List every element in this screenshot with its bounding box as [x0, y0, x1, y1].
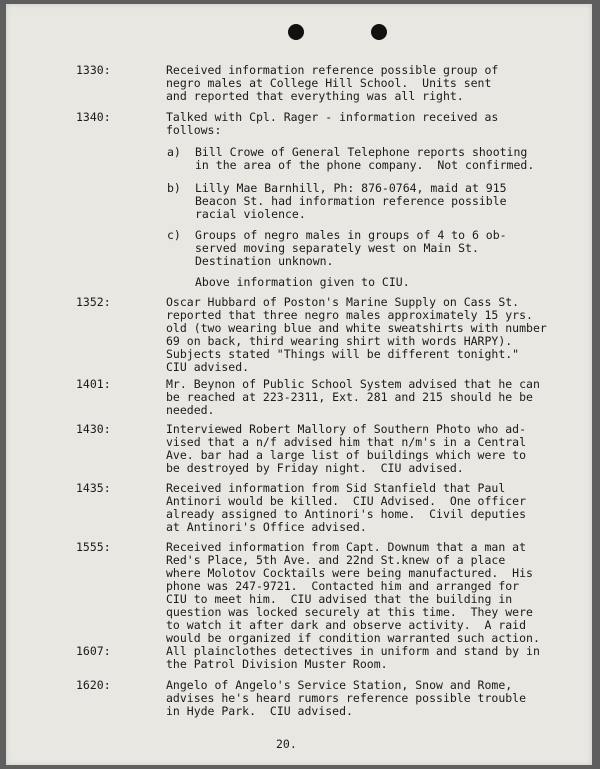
entry-time: 1340:: [76, 110, 111, 124]
entry-time: 1401:: [76, 377, 111, 391]
item-text-c: Groups of negro males in groups of 4 to 6 ob- served moving separately west on Main St. Destination unknown.: [195, 228, 507, 268]
entry-text: Received information from Capt. Downum that a man at Red's Place, 5th Ave. and 22nd St.knew of a place where Molotov Cocktails were being manufactured. His phone was 247-9721. Contacted him and arranged for CIU to meet him. CIU advised that the building in question was locked securely at this time. They were to watch it after dark and observe activity. A raid would be organized if condition warranted such action.: [166, 540, 540, 645]
punch-hole-left: [288, 24, 304, 40]
entry-text: All plainclothes detectives in uniform and stand by in the Patrol Division Muster Room.: [166, 644, 540, 671]
entry-time: 1352:: [76, 295, 111, 309]
entry-text: Received information reference possible group of negro males at College Hill School. Units sent and reported that everything was all right.: [166, 63, 499, 103]
entry-text: Oscar Hubbard of Poston's Marine Supply on Cass St. reported that three negro males approximately 15 yrs. old (two wearing blue and white sweatshirts with number 69 on back, third wearing shirt with words HARPY). Subjects stated "Things will be different tonight." CIU advised.: [166, 295, 547, 374]
punch-hole-right: [371, 24, 387, 40]
entry-time: 1555:: [76, 540, 111, 554]
item-label-b: b): [167, 181, 181, 195]
entry-text: Received information from Sid Stanfield that Paul Antinori would be killed. CIU Advised. One officer already assigned to Antinori's home. Civil deputies at Antinori's Office advised.: [166, 481, 527, 534]
document-page: [6, 4, 592, 765]
entry-time: 1435:: [76, 481, 111, 495]
item-text-b: Lilly Mae Barnhill, Ph: 876-0764, maid at 915 Beacon St. had information reference possible racial violence.: [195, 181, 507, 221]
item-label-c: c): [167, 228, 181, 242]
entry-text: Angelo of Angelo's Service Station, Snow and Rome, advises he's heard rumors reference possible trouble in Hyde Park. CIU advised.: [166, 678, 527, 718]
entry-time: 1620:: [76, 678, 111, 692]
item-text-a: Bill Crowe of General Telephone reports shooting in the area of the phone company. Not confirmed.: [195, 145, 535, 172]
entry-time: 1430:: [76, 422, 111, 436]
entry-time: 1607:: [76, 644, 111, 658]
item-label-a: a): [167, 145, 181, 159]
page-number: 20.: [276, 737, 297, 751]
entry-time: 1330:: [76, 63, 111, 77]
entry-text: Talked with Cpl. Rager - information received as follows:: [166, 110, 499, 137]
entry-text: Mr. Beynon of Public School System advised that he can be reached at 223-2311, Ext. 281 and 215 should he be needed.: [166, 377, 540, 417]
entry-text: Interviewed Robert Mallory of Southern Photo who ad- vised that a n/f advised him that n/m's in a Central Ave. bar had a large list of buildings which were to be destroyed by Friday night. CIU advised.: [166, 422, 527, 475]
entry-closing: Above information given to CIU.: [195, 275, 410, 289]
